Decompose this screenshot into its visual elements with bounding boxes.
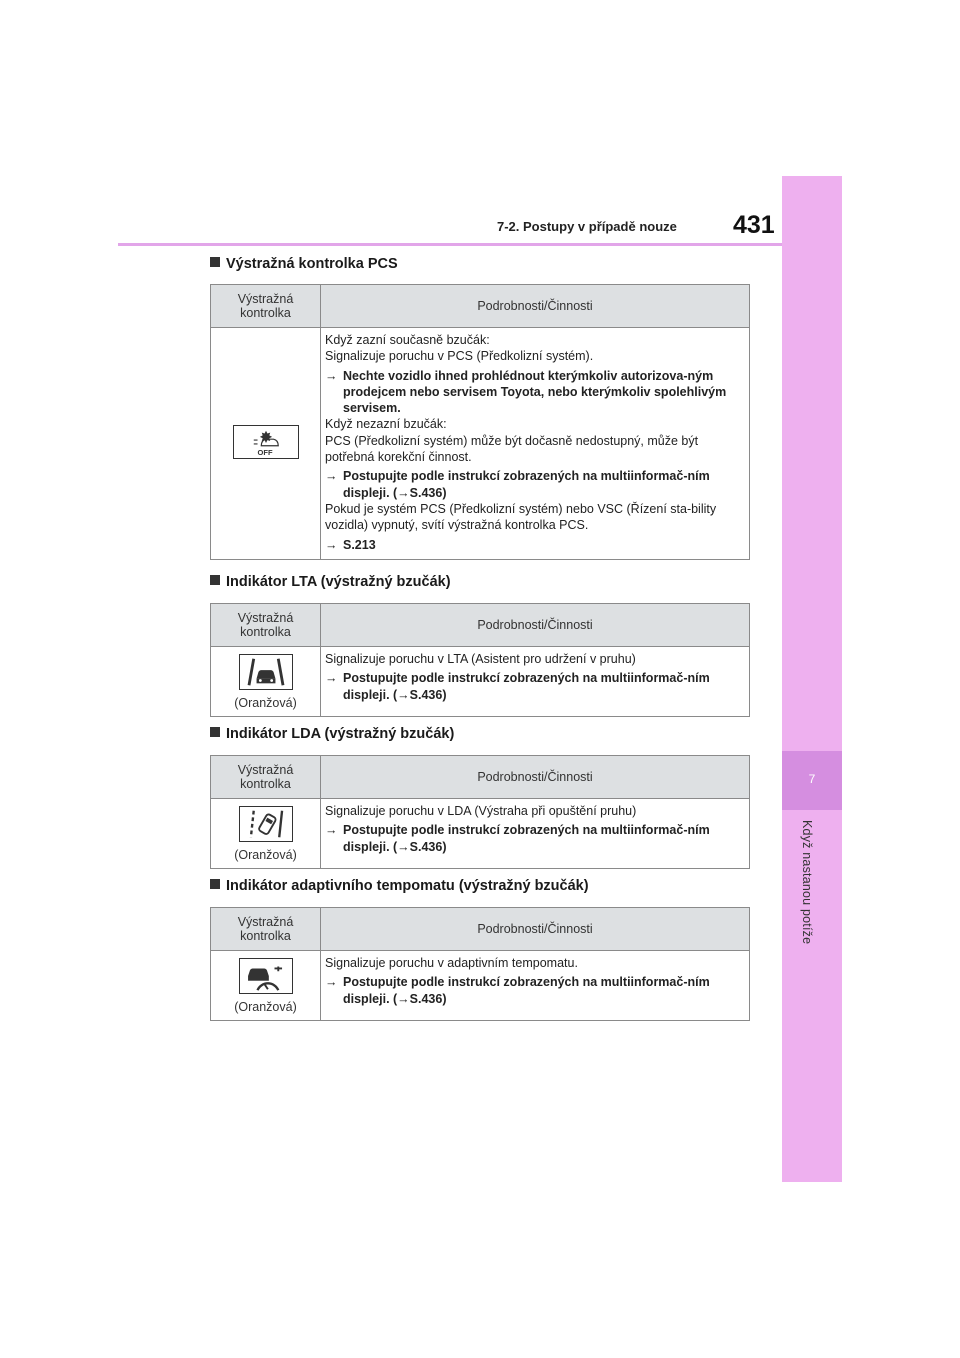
action-text: → Postupujte podle instrukcí zobrazených na multiinformač-ním displeji. (→S.436)	[325, 469, 710, 500]
details-column-header: Podrobnosti/Činnosti	[321, 908, 750, 951]
lta-lane-car-icon	[239, 654, 293, 690]
details-cell	[321, 799, 750, 869]
indicator-cell	[211, 328, 321, 560]
section-title-lta: Indikátor LTA (výstražný bzučák)	[210, 574, 451, 590]
details-text: Pokud je systém PCS (Předkolizní systém) nebo VSC (Řízení sta-bility vozidla) vypnutý, svítí výstražná kontrolka PCS.	[325, 501, 717, 533]
arrow-right-icon: →	[325, 368, 338, 383]
chapter-side-tab	[782, 176, 842, 1182]
bullet-square-icon	[210, 727, 220, 737]
details-text: Když zazní současně bzučák:	[325, 333, 490, 347]
chapter-title: Když nastanou potíže	[800, 820, 814, 945]
table-row	[211, 951, 750, 1021]
arrow-right-icon: →	[325, 469, 338, 484]
arrow-right-icon: →	[325, 823, 338, 838]
arrow-right-icon: →	[325, 671, 338, 686]
bullet-square-icon	[210, 879, 220, 889]
indicator-column-header: Výstražná kontrolka	[211, 604, 321, 647]
bullet-square-icon	[210, 575, 220, 585]
details-text: Signalizuje poruchu v adaptivním tempomatu.	[325, 956, 578, 970]
svg-text:OFF: OFF	[257, 448, 273, 458]
table-row	[211, 799, 750, 869]
details-cell	[321, 328, 750, 560]
cruise-table	[210, 907, 750, 1021]
indicator-cell	[211, 799, 321, 869]
indicator-color-label: (Oranžová)	[234, 847, 297, 862]
details-column-header: Podrobnosti/Činnosti	[321, 756, 750, 799]
action-text: → Postupujte podle instrukcí zobrazených na multiinformač-ním displeji. (→S.436)	[325, 671, 710, 702]
table-header-row	[211, 285, 750, 328]
section-header: 7-2. Postupy v případě nouze	[497, 219, 677, 234]
page-number: 431	[733, 211, 775, 239]
section-title-lda: Indikátor LDA (výstražný bzučák)	[210, 726, 454, 742]
indicator-color-label: (Oranžová)	[234, 695, 297, 710]
indicator-cell	[211, 951, 321, 1021]
details-text: Signalizuje poruchu v PCS (Předkolizní systém).	[325, 349, 594, 364]
indicator-column-header: Výstražná kontrolka	[211, 285, 321, 328]
indicator-column-header: Výstražná kontrolka	[211, 908, 321, 951]
details-column-header: Podrobnosti/Činnosti	[321, 285, 750, 328]
lta-table	[210, 603, 750, 717]
table-row	[211, 647, 750, 717]
lda-table	[210, 755, 750, 869]
details-text: PCS (Předkolizní systém) může být dočasně nedostupný, může být potřebná korekční činnost.	[325, 433, 699, 465]
section-title-pcs: Výstražná kontrolka PCS	[210, 256, 398, 272]
details-column-header: Podrobnosti/Činnosti	[321, 604, 750, 647]
table-header-row	[211, 604, 750, 647]
action-text: → Nechte vozidlo ihned prohlédnout kterýmkoliv autorizova-ným prodejcem nebo servisem Toyota, nebo kterýmkoliv spolehlivým servisem.	[325, 368, 727, 416]
table-header-row	[211, 908, 750, 951]
pcs-off-icon	[233, 425, 299, 459]
action-text: → Postupujte podle instrukcí zobrazených na multiinformač-ním displeji. (→S.436)	[325, 975, 710, 1006]
indicator-column-header: Výstražná kontrolka	[211, 756, 321, 799]
cruise-control-car-icon	[239, 958, 293, 994]
action-text: → Postupujte podle instrukcí zobrazených na multiinformač-ním displeji. (→S.436)	[325, 823, 710, 854]
table-header-row	[211, 756, 750, 799]
chapter-number: 7	[808, 772, 816, 786]
pcs-table	[210, 284, 750, 560]
indicator-cell	[211, 647, 321, 717]
section-title-cruise: Indikátor adaptivního tempomatu (výstražný bzučák)	[210, 878, 589, 894]
indicator-color-label: (Oranžová)	[234, 999, 297, 1014]
details-text: Když nezazní bzučák:	[325, 417, 447, 432]
details-cell	[321, 647, 750, 717]
arrow-right-icon: →	[325, 975, 338, 990]
details-text: Signalizuje poruchu v LDA (Výstraha při opuštění pruhu)	[325, 804, 637, 818]
lda-lane-departure-icon	[239, 806, 293, 842]
header-rule	[118, 243, 782, 246]
arrow-right-icon: →	[325, 537, 338, 552]
page-reference-link[interactable]: → S.213	[325, 537, 376, 552]
details-cell	[321, 951, 750, 1021]
table-row	[211, 328, 750, 560]
details-text: Signalizuje poruchu v LTA (Asistent pro udržení v pruhu)	[325, 652, 636, 666]
bullet-square-icon	[210, 257, 220, 267]
